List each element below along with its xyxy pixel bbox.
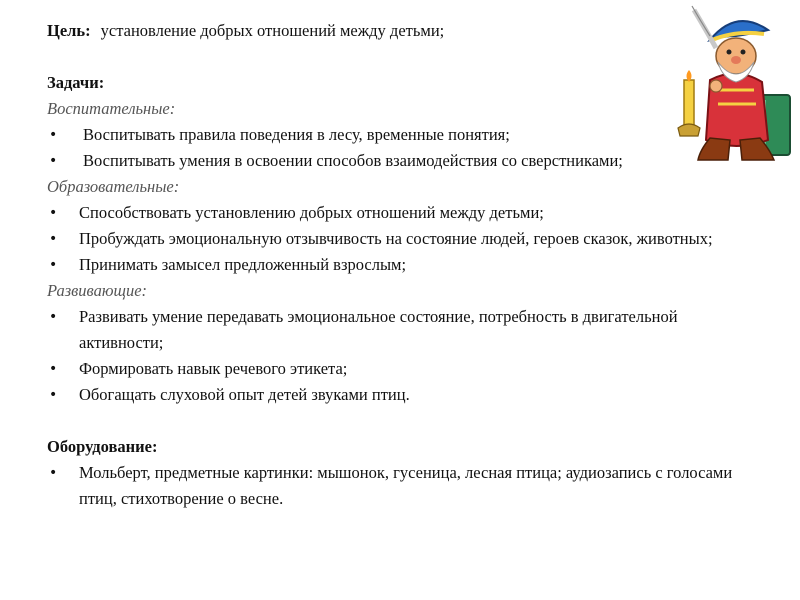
list-item: • Формировать навык речевого этикета; bbox=[47, 356, 762, 382]
list-item: • Воспитывать правила поведения в лесу, временные понятия; bbox=[47, 122, 762, 148]
equipment-list bbox=[47, 460, 762, 512]
subheading-learning: Образовательные: bbox=[47, 177, 180, 196]
subheading-educational: Воспитательные: bbox=[47, 99, 176, 118]
goal-text: установление добрых отношений между детьми; bbox=[100, 21, 445, 40]
tasks-title: Задачи: bbox=[47, 73, 105, 92]
list-item: • Способствовать установлению добрых отношений между детьми; bbox=[47, 200, 762, 226]
equipment-title: Оборудование: bbox=[47, 437, 158, 456]
spacer bbox=[47, 408, 762, 434]
list-item: • Принимать замысел предложенный взрослым; bbox=[47, 252, 762, 278]
list-item: • Обогащать слуховой опыт детей звуками птиц. bbox=[47, 382, 762, 408]
goal-line bbox=[47, 18, 762, 44]
educational-list bbox=[47, 122, 762, 174]
list-item: • Пробуждать эмоциональную отзывчивость на состояние людей, героев сказок, животных; bbox=[47, 226, 762, 252]
developmental-list bbox=[47, 304, 762, 408]
list-item: • Мольберт, предметные картинки: мышонок, гусеница, лесная птица; аудиозапись с голосами птиц, стихотворение о весне. bbox=[47, 460, 762, 512]
goal-label: Цель: bbox=[47, 21, 91, 40]
list-item: • Развивать умение передавать эмоциональное состояние, потребность в двигательной активности; bbox=[47, 304, 762, 356]
learning-list bbox=[47, 200, 762, 278]
slide-content bbox=[47, 18, 762, 512]
cartoon-gnome-with-quill-icon bbox=[670, 0, 800, 170]
list-item: • Воспитывать умения в освоении способов взаимодействия со сверстниками; bbox=[47, 148, 762, 174]
subheading-developmental: Развивающие: bbox=[47, 281, 148, 300]
